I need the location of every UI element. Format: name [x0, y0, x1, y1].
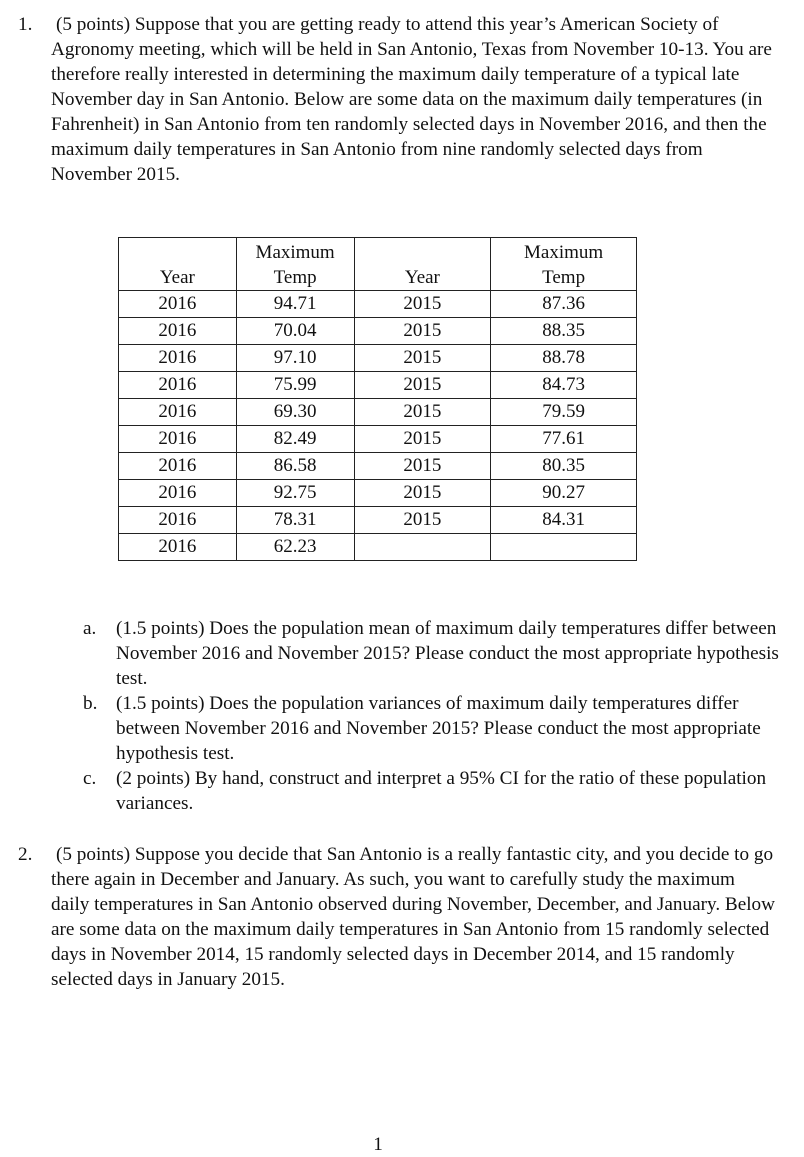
subquestion-letter: b. — [83, 693, 98, 714]
subquestion-letter: a. — [83, 618, 97, 639]
question-2-number: 2. — [18, 844, 33, 865]
table-row — [119, 291, 637, 318]
cell-temp-2016: 86.58 — [236, 453, 354, 480]
cell-temp-2015: 84.73 — [491, 372, 637, 399]
cell-temp-2015: 87.36 — [491, 291, 637, 318]
subquestion-text: (1.5 points) Does the population mean of maximum daily temperatures differ between November 2016 and November 2015? Please conduct the most appropriate hypothesis test. — [116, 618, 779, 689]
cell-temp-2016: 78.31 — [236, 507, 354, 534]
cell-year-2016: 2016 — [119, 534, 237, 561]
table-body — [119, 291, 637, 561]
cell-temp-2016: 92.75 — [236, 480, 354, 507]
table-row — [119, 507, 637, 534]
subquestion-a — [83, 616, 783, 691]
cell-year-2015: 2015 — [354, 453, 491, 480]
subquestion-list — [83, 616, 783, 816]
question-2 — [18, 842, 778, 992]
cell-year-2015: 2015 — [354, 426, 491, 453]
cell-year-2015: 2015 — [354, 318, 491, 345]
cell-temp-2016: 70.04 — [236, 318, 354, 345]
table-row — [119, 480, 637, 507]
cell-temp-2016: 94.71 — [236, 291, 354, 318]
cell-year-2015: 2015 — [354, 399, 491, 426]
cell-year-2016: 2016 — [119, 399, 237, 426]
question-1-number: 1. — [18, 14, 33, 35]
cell-year-2016: 2016 — [119, 480, 237, 507]
cell-year-2015: 2015 — [354, 372, 491, 399]
subquestion-text: (2 points) By hand, construct and interpret a 95% CI for the ratio of these population variances. — [116, 768, 767, 814]
subquestion-text: (1.5 points) Does the population variances of maximum daily temperatures differ between November 2016 and November 2015? Please conduct the most appropriate hypothesis test. — [116, 693, 761, 764]
page-number: 1 — [373, 1134, 383, 1155]
cell-year-2015: 2015 — [354, 507, 491, 534]
table-row — [119, 399, 637, 426]
header-year-2015: Year — [354, 238, 491, 291]
cell-year-2015: 2015 — [354, 291, 491, 318]
cell-temp-2015: 88.78 — [491, 345, 637, 372]
question-2-text: (5 points) Suppose you decide that San Antonio is a really fantastic city, and you decide to go there again in December and January. As such, you want to carefully study the maximum daily temperatures in San Antonio observed during November, December, and January. Below are some data on the maximum daily temperatures in San Antonio from 15 randomly selected days in November 2014, 15 randomly selected days in December 2014, and 15 randomly selected days in January 2015. — [51, 844, 776, 990]
cell-temp-2016: 75.99 — [236, 372, 354, 399]
table-row — [119, 426, 637, 453]
subquestion-letter: c. — [83, 768, 97, 789]
cell-year-2016: 2016 — [119, 453, 237, 480]
cell-year-2015 — [354, 534, 491, 561]
question-1 — [18, 12, 778, 187]
header-max-temp-line1: Maximum — [524, 242, 604, 263]
cell-temp-2015: 88.35 — [491, 318, 637, 345]
table-row — [119, 453, 637, 480]
cell-temp-2015: 79.59 — [491, 399, 637, 426]
cell-temp-2015: 77.61 — [491, 426, 637, 453]
table-row — [119, 372, 637, 399]
header-max-temp-2016 — [236, 238, 354, 291]
table-row — [119, 534, 637, 561]
cell-temp-2015 — [491, 534, 637, 561]
header-max-temp-2015 — [491, 238, 637, 291]
header-year-2016: Year — [119, 238, 237, 291]
cell-year-2016: 2016 — [119, 426, 237, 453]
cell-year-2016: 2016 — [119, 372, 237, 399]
table-header-row — [119, 238, 637, 291]
cell-year-2016: 2016 — [119, 507, 237, 534]
subquestion-c — [83, 766, 783, 816]
header-max-temp-line2: Temp — [273, 267, 317, 288]
cell-year-2016: 2016 — [119, 318, 237, 345]
subquestion-b — [83, 691, 783, 766]
header-max-temp-line2: Temp — [542, 267, 586, 288]
cell-year-2015: 2015 — [354, 480, 491, 507]
cell-temp-2016: 82.49 — [236, 426, 354, 453]
cell-temp-2016: 97.10 — [236, 345, 354, 372]
cell-year-2015: 2015 — [354, 345, 491, 372]
cell-temp-2016: 69.30 — [236, 399, 354, 426]
question-1-text: (5 points) Suppose that you are getting ready to attend this year’s American Society of Agronomy meeting, which will be held in San Antonio, Texas from November 10-13. You are therefore really interested in determining the maximum daily temperature of a typical late November day in San Antonio. Below are some data on the maximum daily temperatures (in Fahrenheit) in San Antonio from ten randomly selected days in November 2016, and then the maximum daily temperatures in San Antonio from nine randomly selected days from November 2015. — [51, 14, 772, 185]
cell-temp-2015: 80.35 — [491, 453, 637, 480]
cell-temp-2015: 90.27 — [491, 480, 637, 507]
cell-year-2016: 2016 — [119, 345, 237, 372]
header-max-temp-line1: Maximum — [255, 242, 335, 263]
cell-temp-2016: 62.23 — [236, 534, 354, 561]
table-row — [119, 318, 637, 345]
table-row — [119, 345, 637, 372]
temperature-table — [118, 237, 637, 561]
cell-temp-2015: 84.31 — [491, 507, 637, 534]
cell-year-2016: 2016 — [119, 291, 237, 318]
